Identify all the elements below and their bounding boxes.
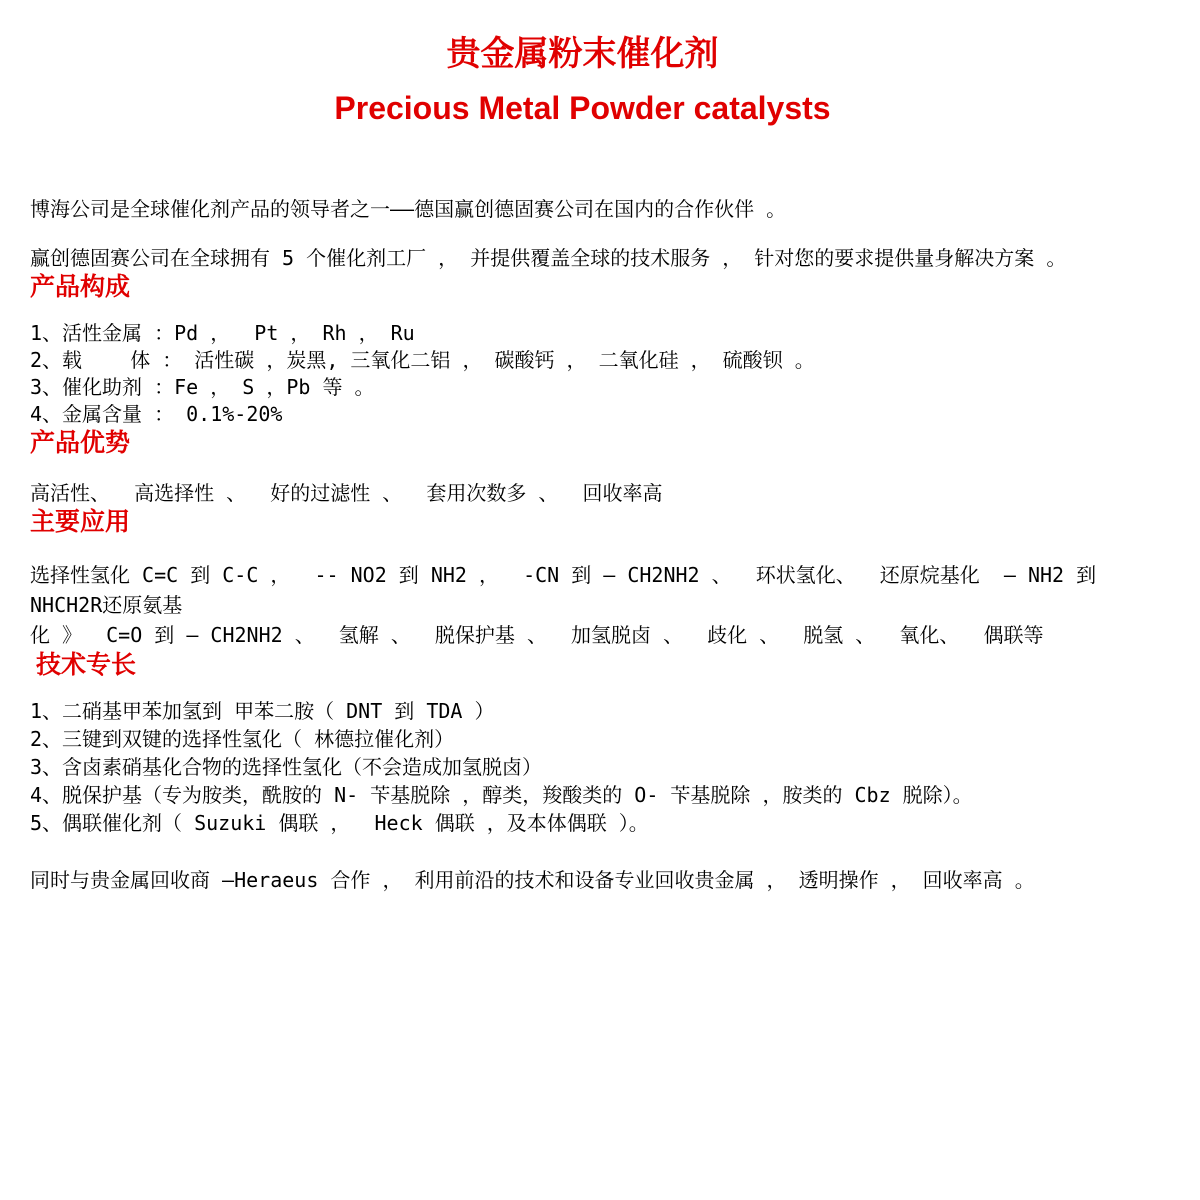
list-item-promoters: 3、催化助剂 ：Fe ， S ，Pb 等 。 <box>30 375 375 399</box>
section-heading-product-advantages: 产品优势 <box>30 428 131 457</box>
page-title-chinese: 贵金属粉末催化剂 <box>446 34 719 74</box>
list-item-active-metals: 1、活性金属 ：Pd ， Pt ， Rh ， Ru <box>30 321 415 345</box>
intro-paragraph-2: 赢创德固赛公司在全球拥有 5 个催化剂工厂 ， 并提供覆盖全球的技术服务 ， 针对您的要求提供量身解决方案 。 <box>30 246 1067 270</box>
applications-text-line-1: 选择性氢化 C=C 到 C-C ， -- NO2 到 NH2 ， -CN 到 – CH2NH2 、 环状氢化、 还原烷基化 – NH2 到 NHCH2R还原氨基 <box>30 563 1109 617</box>
expertise-item-lindlar: 2、三键到双键的选择性氢化（ 林德拉催化剂） <box>30 727 455 751</box>
section-heading-product-composition: 产品构成 <box>30 272 131 301</box>
intro-paragraph-1: 博海公司是全球催化剂产品的领导者之一——德国赢创德固赛公司在国内的合作伙伴 。 <box>30 197 787 221</box>
expertise-item-halogen-nitro: 3、含卤素硝基化合物的选择性氢化（不会造成加氢脱卤） <box>30 755 543 779</box>
applications-text-line-2: 化 》 C=O 到 – CH2NH2 、 氢解 、 脱保护基 、 加氢脱卤 、 歧化 、 脱氢 、 氧化、 偶联等 <box>30 623 1044 647</box>
technical-expertise-list <box>30 697 1135 837</box>
expertise-item-dnt-tda: 1、二硝基甲苯加氢到 甲苯二胺（ DNT 到 TDA ） <box>30 699 495 723</box>
product-composition-list <box>30 320 1135 428</box>
list-item-carriers: 2、载 体 ： 活性碳 ，炭黑, 三氧化二铝 ， 碳酸钙 ， 二氧化硅 ， 硫酸钡 。 <box>30 348 815 372</box>
list-item-metal-content: 4、金属含量 ： 0.1%-20% <box>30 402 283 426</box>
section-heading-technical-expertise: 技术专长 <box>36 650 137 679</box>
page-title-english: Precious Metal Powder catalysts <box>334 90 831 126</box>
section-heading-main-applications: 主要应用 <box>30 507 131 536</box>
expertise-item-deprotection: 4、脱保护基（专为胺类，酰胺的 N- 苄基脱除 ，醇类，羧酸类的 O- 苄基脱除 ，胺类的 Cbz 脱除）。 <box>30 783 973 807</box>
heraeus-cooperation-note: 同时与贵金属回收商 —Heraeus 合作 ， 利用前沿的技术和设备专业回收贵金属 ， 透明操作 ， 回收率高 。 <box>30 868 1035 892</box>
expertise-item-coupling: 5、偶联催化剂（ Suzuki 偶联 ， Heck 偶联 ，及本体偶联 ）。 <box>30 811 649 835</box>
product-advantages-text: 高活性、 高选择性 、 好的过滤性 、 套用次数多 、 回收率高 <box>30 481 663 505</box>
